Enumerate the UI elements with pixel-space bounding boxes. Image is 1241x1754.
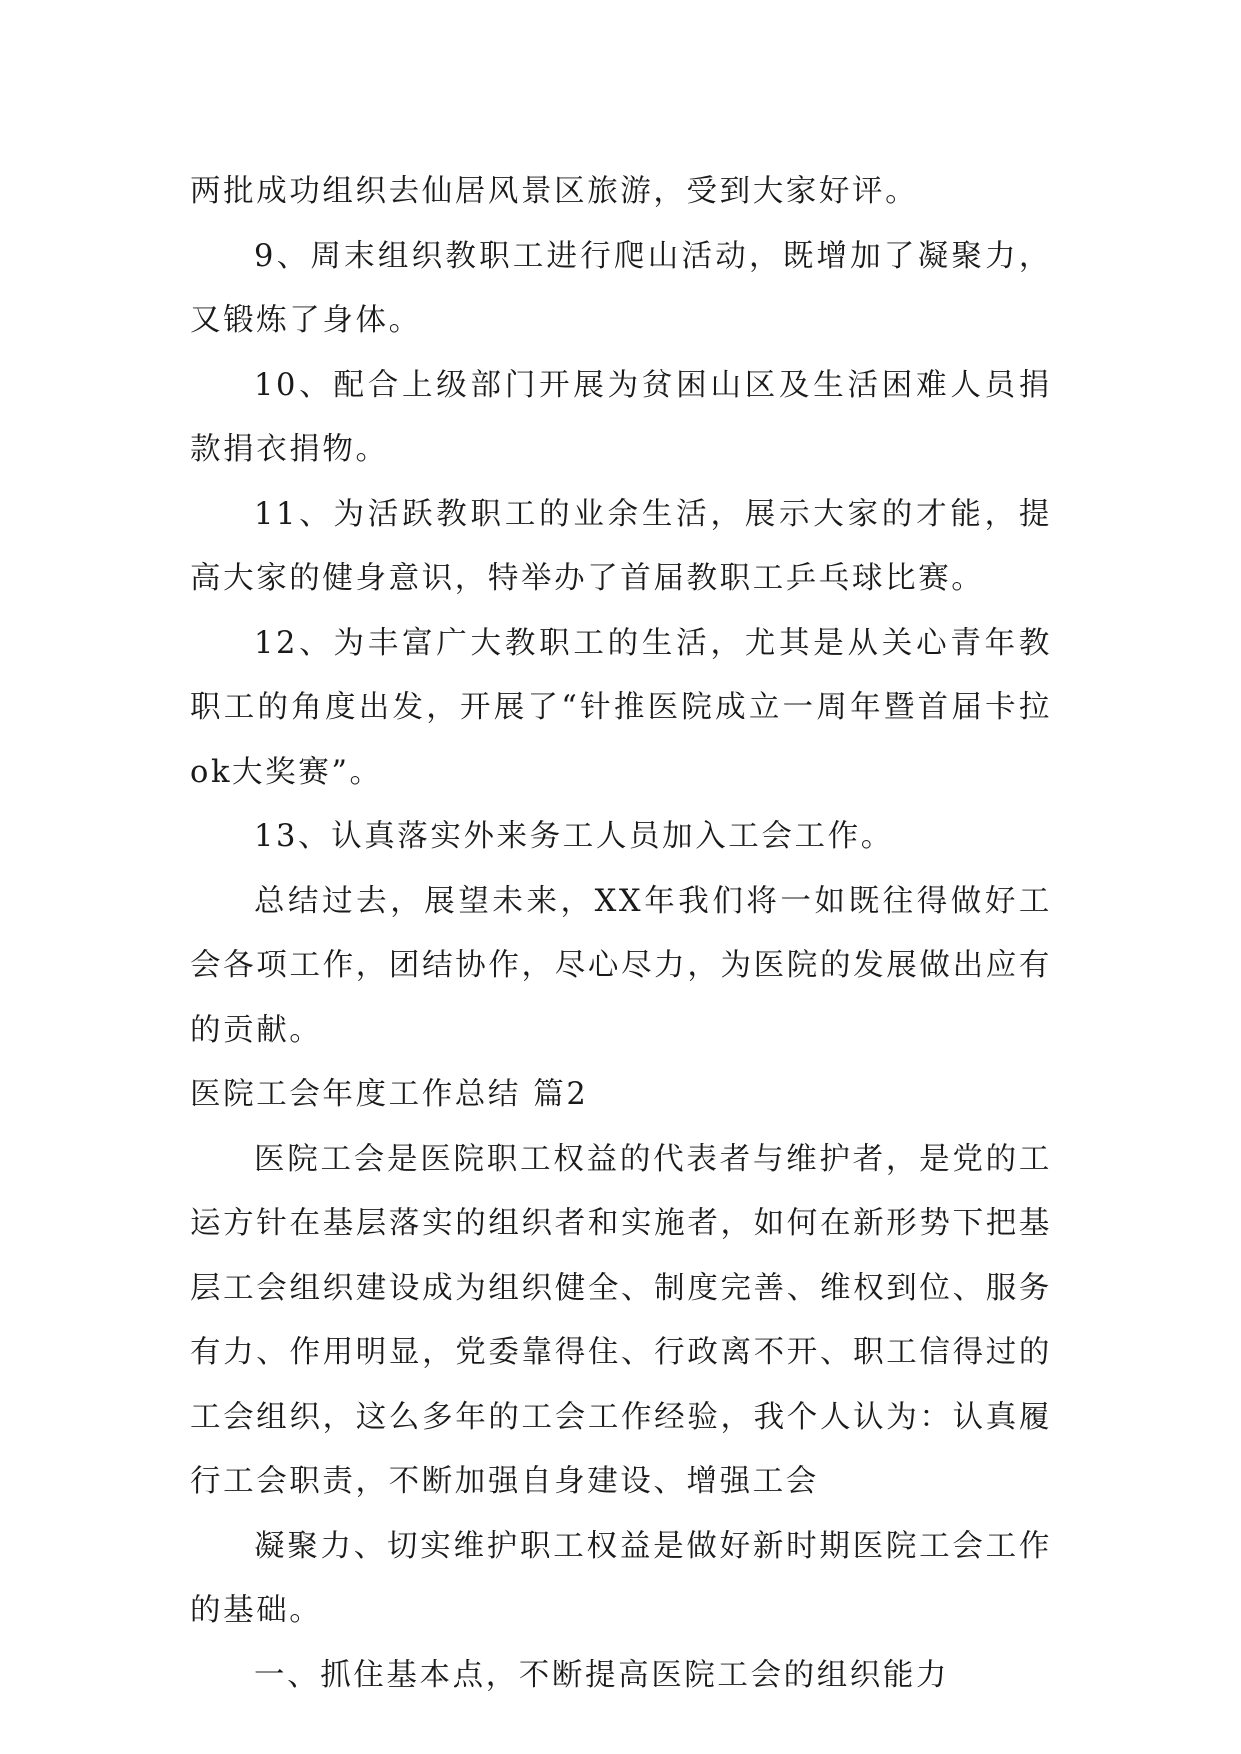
paragraph: 总结过去，展望未来，XX年我们将一如既往得做好工会各项工作，团结协作，尽心尽力，为医院的发展做出应有的贡献。 (190, 883, 1052, 1048)
paragraph: 凝聚力、切实维护职工权益是做好新时期医院工会工作的基础。 (190, 1528, 1052, 1628)
paragraph: 两批成功组织去仙居风景区旅游，受到大家好评。 (190, 174, 919, 209)
paragraph: 12、为丰富广大教职工的生活，尤其是从关心青年教职工的角度出发，开展了“针推医院成立一周年暨首届卡拉ok大奖赛”。 (190, 625, 1052, 790)
paragraph: 医院工会是医院职工权益的代表者与维护者，是党的工运方针在基层落实的组织者和实施者，如何在新形势下把基层工会组织建设成为组织健全、制度完善、维权到位、服务有力、作用明显，党委靠得住、行政离不开、职工信得过的工会组织，这么多年的工会工作经验，我个人认为：认真履行工会职责，不断加强自身建设、增强工会 (190, 1141, 1052, 1499)
paragraph: 13、认真落实外来务工人员加入工会工作。 (254, 819, 894, 854)
paragraph: 一、抓住基本点，不断提高医院工会的组织能力 (254, 1657, 950, 1693)
paragraph: 10、配合上级部门开展为贫困山区及生活困难人员捐款捐衣捐物。 (190, 367, 1052, 467)
paragraph: 11、为活跃教职工的业余生活，展示大家的才能，提高大家的健身意识，特举办了首届教职工乒乓球比赛。 (190, 496, 1052, 596)
document-body (190, 160, 1052, 1708)
section-heading: 医院工会年度工作总结 篇2 (190, 1077, 589, 1112)
paragraph: 9、周末组织教职工进行爬山活动，既增加了凝聚力，又锻炼了身体。 (190, 238, 1052, 338)
